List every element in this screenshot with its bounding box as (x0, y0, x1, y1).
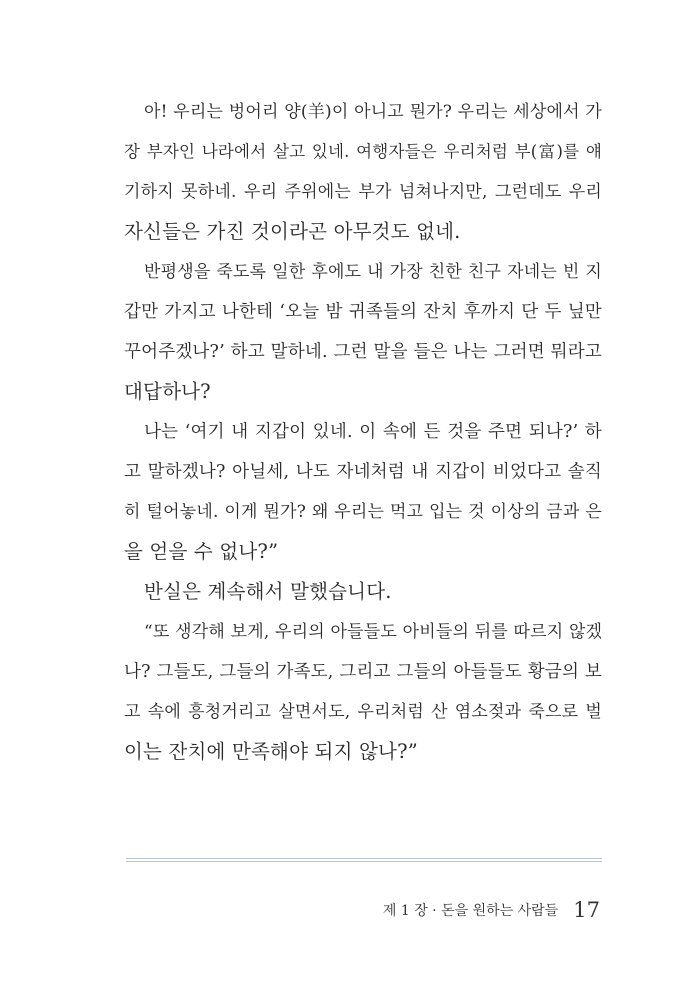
chapter-title: 제 1 장 · 돈을 원하는 사람들 (382, 903, 559, 919)
text-line: 히 털어놓네. 이게 뭔가? 왜 우리는 먹고 입는 것 이상의 금과 은 (124, 502, 602, 522)
running-footer (383, 898, 600, 922)
text-line: 고 말하겠나? 아닐세, 나도 자네처럼 내 지갑이 비었다고 솔직 (124, 462, 602, 482)
text-line: 고 속에 흥청거리고 살면서도, 우리처럼 산 염소젖과 죽으로 벌 (124, 702, 602, 722)
text-line: 꾸어주겠나?’ 하고 말하네. 그런 말을 들은 나는 그러면 뭐라고 (124, 342, 602, 362)
text-line: 을 얻을 수 없나?” (124, 540, 279, 563)
text-line: 나? 그들도, 그들의 가족도, 그리고 그들의 아들들도 황금의 보 (124, 662, 602, 682)
text-line: 기하지 못하네. 우리 주위에는 부가 넘쳐나지만, 그런데도 우리 (124, 182, 602, 202)
text-line: 반평생을 죽도록 일한 후에도 내 가장 친한 친구 자네는 빈 지 (144, 262, 602, 282)
page-number: 17 (573, 898, 600, 922)
footer-divider (126, 858, 602, 862)
text-line: 이는 잔치에 만족해야 되지 않나?” (124, 740, 418, 763)
text-line: 장 부자인 나라에서 살고 있네. 여행자들은 우리처럼 부(富)를 얘 (124, 142, 602, 161)
text-line: 반실은 계속해서 말했습니다. (144, 580, 392, 603)
text-line: 자신들은 가진 것이라곤 아무것도 없네. (124, 220, 461, 243)
text-line: “또 생각해 보게, 우리의 아들들도 아비들의 뒤를 따르지 않겠 (144, 622, 603, 642)
text-line: 갑만 가지고 나한테 ‘오늘 밤 귀족들의 잔치 후까지 단 두 닢만 (124, 302, 602, 322)
body-text (124, 92, 602, 772)
text-line: 나는 ‘여기 내 지갑이 있네. 이 속에 든 것을 주면 되나?’ 하 (144, 422, 602, 442)
text-line: 대답하나? (124, 380, 211, 403)
text-line: 아! 우리는 벙어리 양(羊)이 아니고 뭔가? 우리는 세상에서 가 (144, 102, 602, 122)
